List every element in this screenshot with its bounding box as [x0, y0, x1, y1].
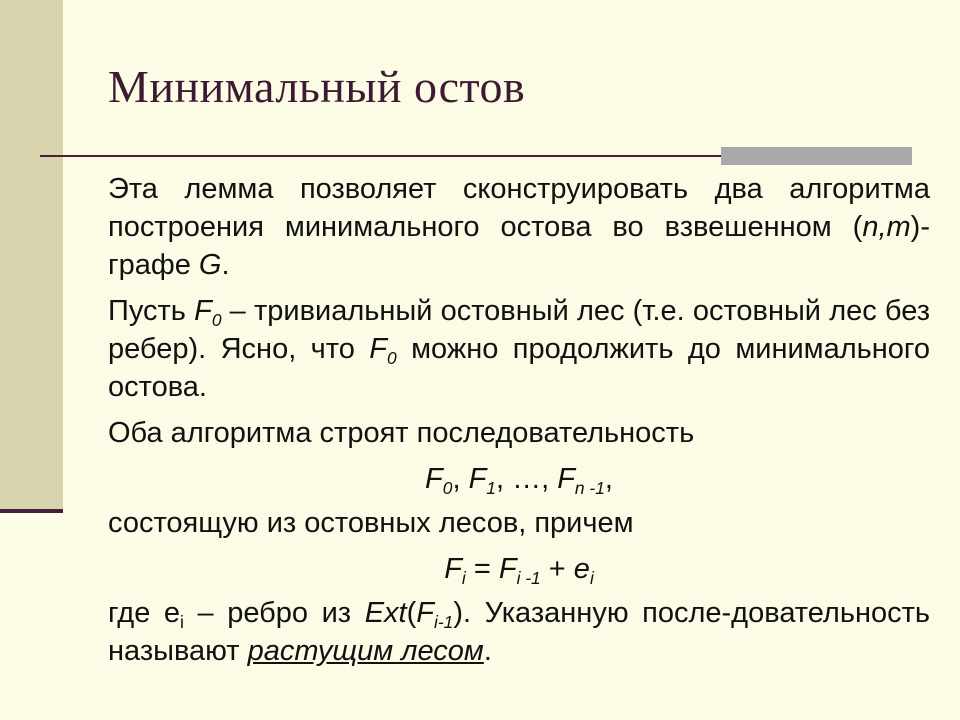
n-m-params: n,m [862, 211, 911, 243]
paragraph-lemma: Эта лемма позволяет сконструировать два алгоритма построения минимального остова во взвешенном (n,m)-графе G. [108, 173, 930, 281]
side-decoration-band [0, 0, 63, 513]
paragraph-forests: состоящую из остовных лесов, причем [108, 507, 634, 539]
forest-sequence-formula: $F_0$, $F_1$, …, $F_{n -1}$, [425, 463, 613, 499]
paragraph-growing-forest: где $e_i$ – ребро из $Ext(F_{i-1})$. Указанную после-довательность называют растущим лесом. [108, 597, 930, 667]
paragraph-f0: Пусть $F_0$ – тривиальный остовный лес (т.е. остовный лес без ребер). Ясно, что $F_0$ можно продолжить до минимального остова. [108, 295, 930, 403]
slide-title: Минимальный остов [108, 61, 526, 112]
forest-step-formula: $F_i = F_{i -1} + e_i$ [444, 553, 594, 589]
term-growing-forest: растущим лесом [247, 635, 484, 667]
title-accent-bar [721, 147, 912, 165]
paragraph-sequence-intro: Оба алгоритма строят последовательность [108, 417, 695, 449]
graph-g: G [198, 249, 222, 281]
slide-body [108, 170, 930, 678]
side-decoration-line [0, 509, 63, 513]
